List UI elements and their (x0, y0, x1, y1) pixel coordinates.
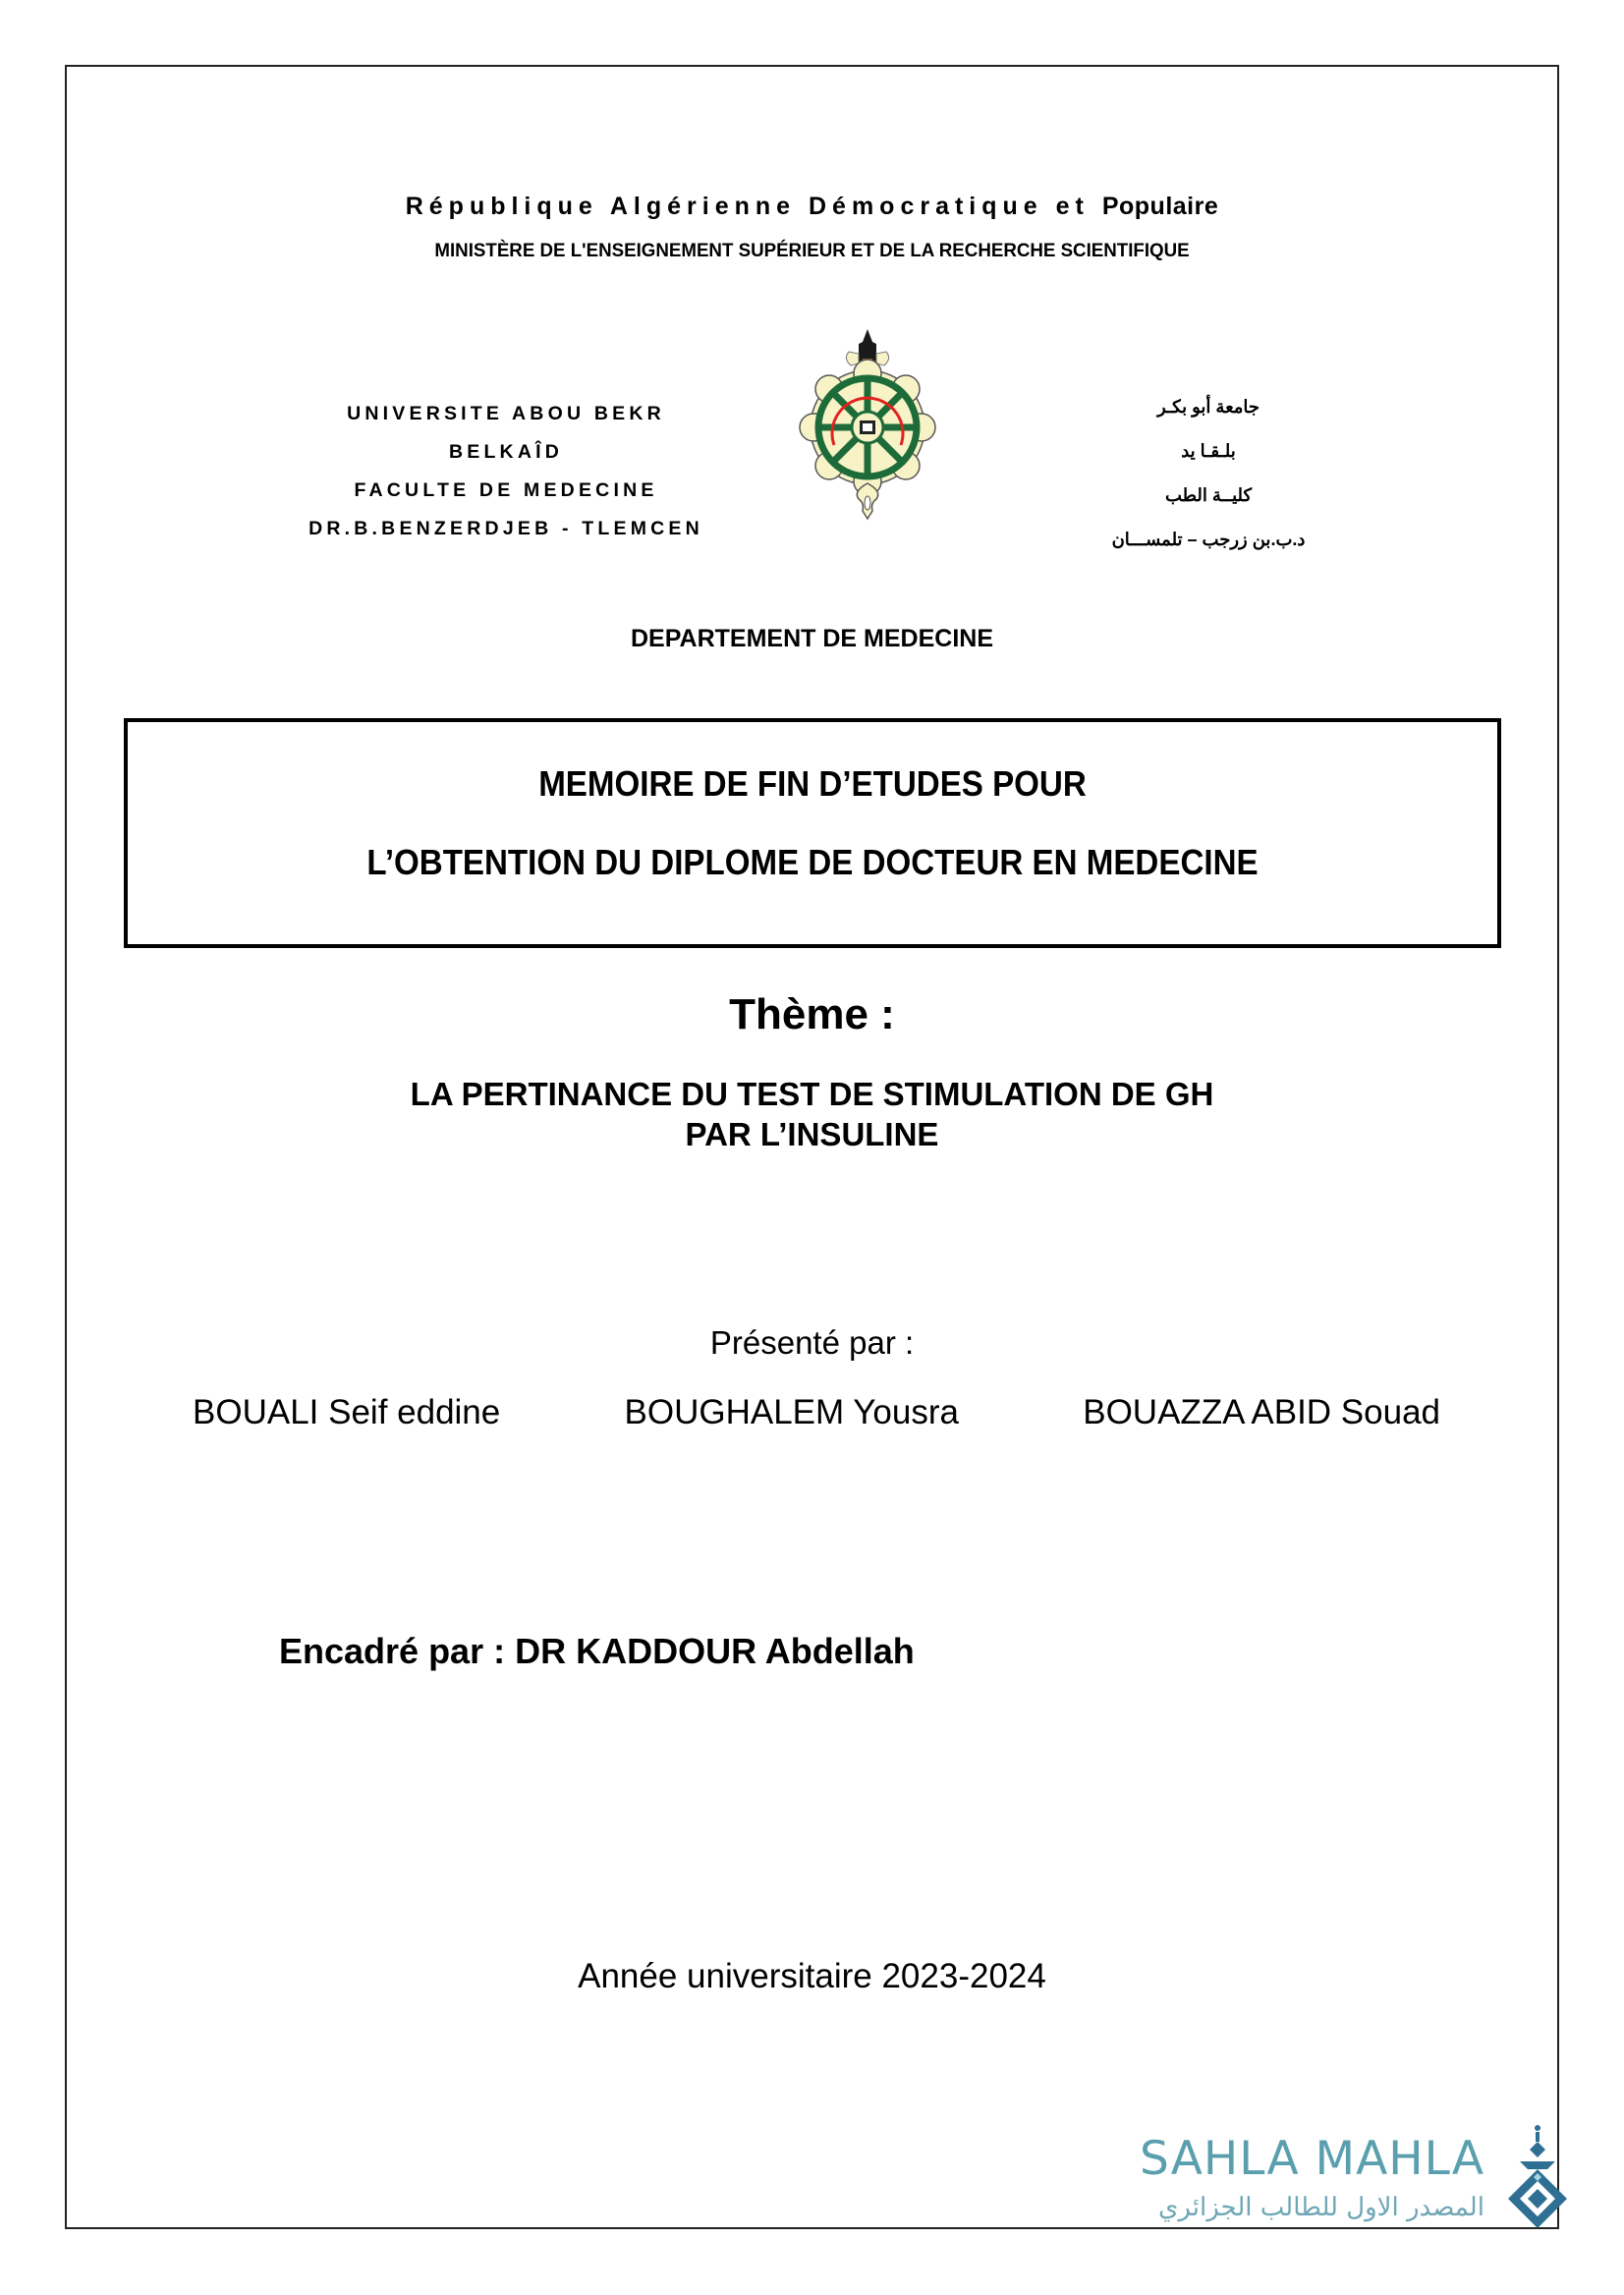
watermark-subtitle: المصدر الاول للطالب الجزائري (1158, 2193, 1484, 2222)
republic-heading (0, 193, 1624, 221)
memoir-line-2: L’OBTENTION DU DIPLOME DE DOCTEUR EN MEDECINE (366, 842, 1259, 882)
sahla-mahla-watermark (1140, 2122, 1572, 2230)
authors-list (193, 1393, 1440, 1432)
author-name: BOUALI Seif eddine (193, 1393, 501, 1431)
watermark-title: SAHLA MAHLA (1140, 2132, 1485, 2186)
author-name: BOUAZZA ABID Souad (1083, 1393, 1440, 1431)
supervisor: Encadré par : DR KADDOUR Abdellah (279, 1631, 915, 1671)
univ-ar-line: كليــة الطب (1164, 485, 1253, 505)
theme-title-line-2: PAR L’INSULINE (685, 1116, 939, 1152)
memoir-line-1: MEMOIRE DE FIN D’ETUDES POUR (538, 763, 1087, 804)
univ-fr-line: DR.B.BENZERDJEB - TLEMCEN (308, 518, 703, 539)
univ-fr-line: FACULTE DE MEDECINE (354, 479, 658, 501)
academic-year: Année universitaire 2023-2024 (578, 1957, 1046, 1995)
republic-tail: Populaire (1101, 193, 1219, 220)
univ-ar-line: جامعة أبو بكـر (1156, 397, 1260, 417)
ministry-heading: MINISTÈRE DE L'ENSEIGNEMENT SUPÉRIEUR ET DE LA RECHERCHE SCIENTIFIQUE (434, 240, 1190, 261)
department-heading: DEPARTEMENT DE MEDECINE (630, 625, 993, 652)
theme-label: Thème : (729, 990, 895, 1038)
university-emblem-icon (794, 324, 941, 521)
watermark-logo-icon (1508, 2122, 1577, 2230)
univ-fr-line: BELKAÎD (448, 441, 564, 463)
theme-title-line-1: LA PERTINANCE DU TEST DE STIMULATION DE GH (410, 1076, 1214, 1112)
theme-title (0, 1074, 1624, 1154)
univ-ar-line: د.ب.بن زرجب – تلمســـان (1111, 530, 1306, 549)
republic-text: République Algérienne Démocratique et (405, 193, 1090, 220)
univ-fr-line: UNIVERSITE ABOU BEKR (347, 403, 665, 424)
presented-by-label: Présenté par : (709, 1324, 915, 1361)
author-name: BOUGHALEM Yousra (624, 1393, 959, 1431)
university-name-ar (1081, 385, 1336, 562)
university-name-fr (285, 395, 727, 548)
memoir-title-box (124, 718, 1501, 948)
univ-ar-line: بلـقـا يد (1181, 441, 1236, 461)
